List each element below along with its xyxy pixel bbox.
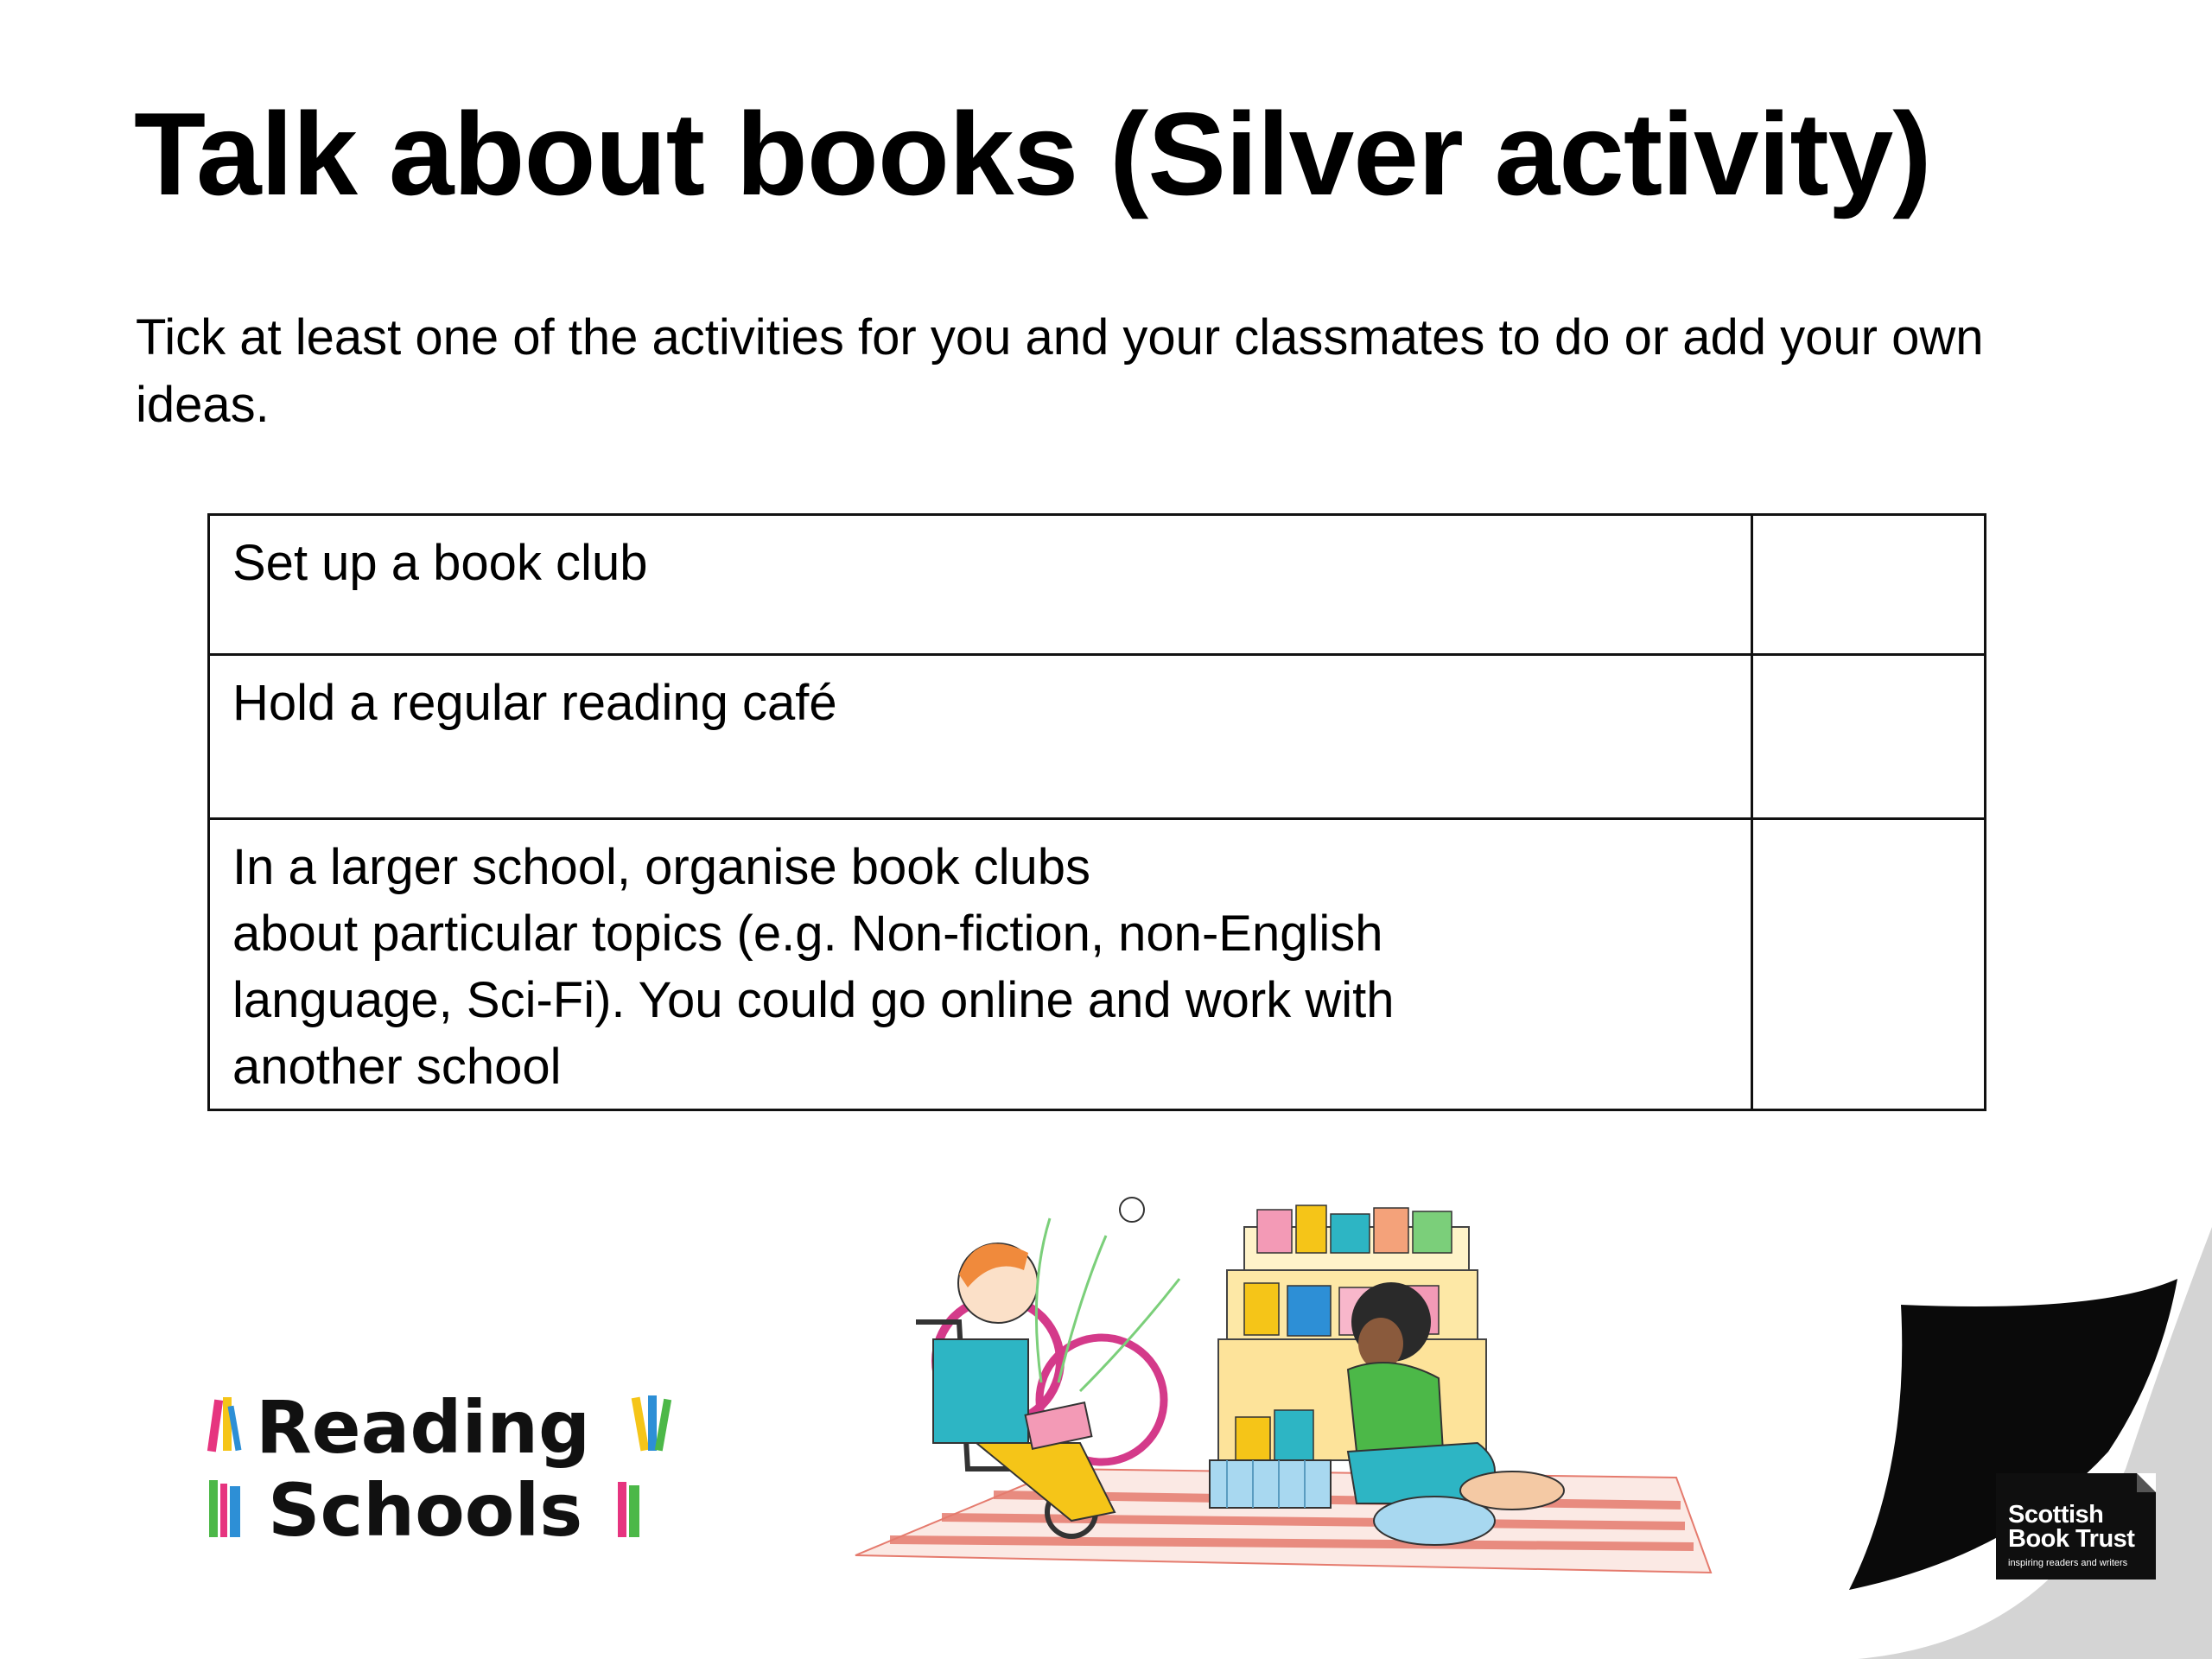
- tick-box-cell[interactable]: [1752, 655, 1986, 819]
- tick-box[interactable]: [1776, 530, 1961, 645]
- page-fold-icon: [2137, 1473, 2156, 1492]
- page-title: Talk about books (Silver activity): [134, 88, 1931, 219]
- logo-word-schools: Schools: [268, 1468, 583, 1553]
- table-row: [209, 655, 1986, 819]
- activity-text: Set up a book club: [209, 515, 1752, 655]
- reading-children-illustration: [821, 1184, 1719, 1590]
- logo-word-reading: Reading: [256, 1387, 591, 1470]
- activity-table: [207, 513, 1986, 1111]
- instructions: Tick at least one of the activities for you and your classmates to do or add your own ideas.: [136, 309, 1984, 433]
- sbt-logo-name: Scottish Book Trust: [2008, 1501, 2135, 1553]
- scottish-book-trust-logo: [1996, 1473, 2156, 1580]
- table-row: [209, 515, 1986, 655]
- tick-box[interactable]: [1776, 670, 1961, 809]
- reading-schools-logo: [206, 1387, 690, 1573]
- tick-box-cell[interactable]: [1752, 819, 1986, 1110]
- tick-box-cell[interactable]: [1752, 515, 1986, 655]
- sun-icon: [1120, 1198, 1144, 1222]
- table-row: [209, 819, 1986, 1110]
- activity-text: Hold a regular reading café: [209, 655, 1752, 819]
- activity-text: In a larger school, organise book clubs about particular topics (e.g. Non-fiction, non-English language, Sci-Fi). You could go online and work with another school: [209, 819, 1752, 1110]
- sbt-logo-tagline: inspiring readers and writers: [2008, 1558, 2128, 1568]
- tick-box[interactable]: [1776, 834, 1961, 1100]
- page-corner-decoration: [1642, 1210, 2212, 1659]
